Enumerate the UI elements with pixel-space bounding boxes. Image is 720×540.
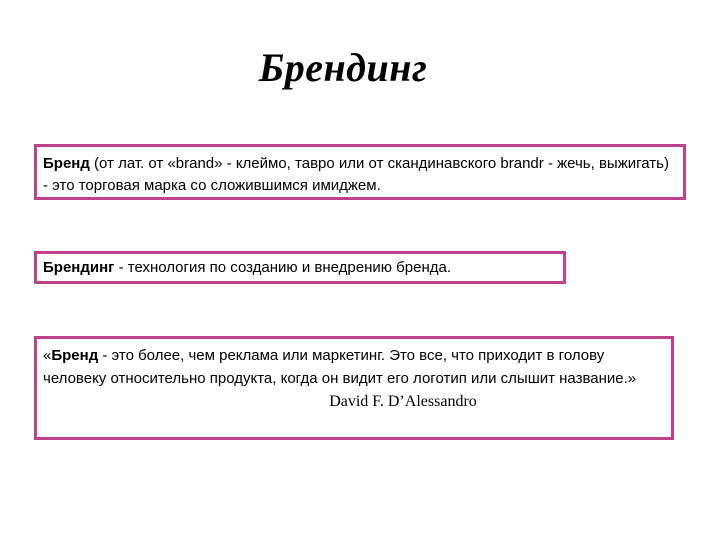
quote-box	[34, 336, 674, 440]
definition-box-branding	[34, 251, 566, 284]
definition-text-brand: (от лат. от «brand» - клеймо, тавро или от скандинавского brandr - жечь, выжигать) - это торговая марка со сложившимся имиджем.	[43, 155, 669, 194]
term-branding: Брендинг	[43, 259, 115, 276]
quote-open-mark: «	[43, 347, 52, 364]
definition-text-branding: - технология по созданию и внедрению бренда.	[114, 259, 451, 276]
slide-title: Брендинг	[258, 45, 428, 90]
definition-box-brand	[34, 144, 686, 200]
quote-text: - это более, чем реклама или маркетинг. Это все, что приходит в голову человеку относительно продукта, когда он видит его логотип или слышит название.»	[43, 347, 637, 387]
term-brand: Бренд	[43, 155, 90, 172]
quote-term: Бренд	[51, 347, 99, 364]
quote-author: David F. D’Alessandro	[329, 393, 477, 410]
